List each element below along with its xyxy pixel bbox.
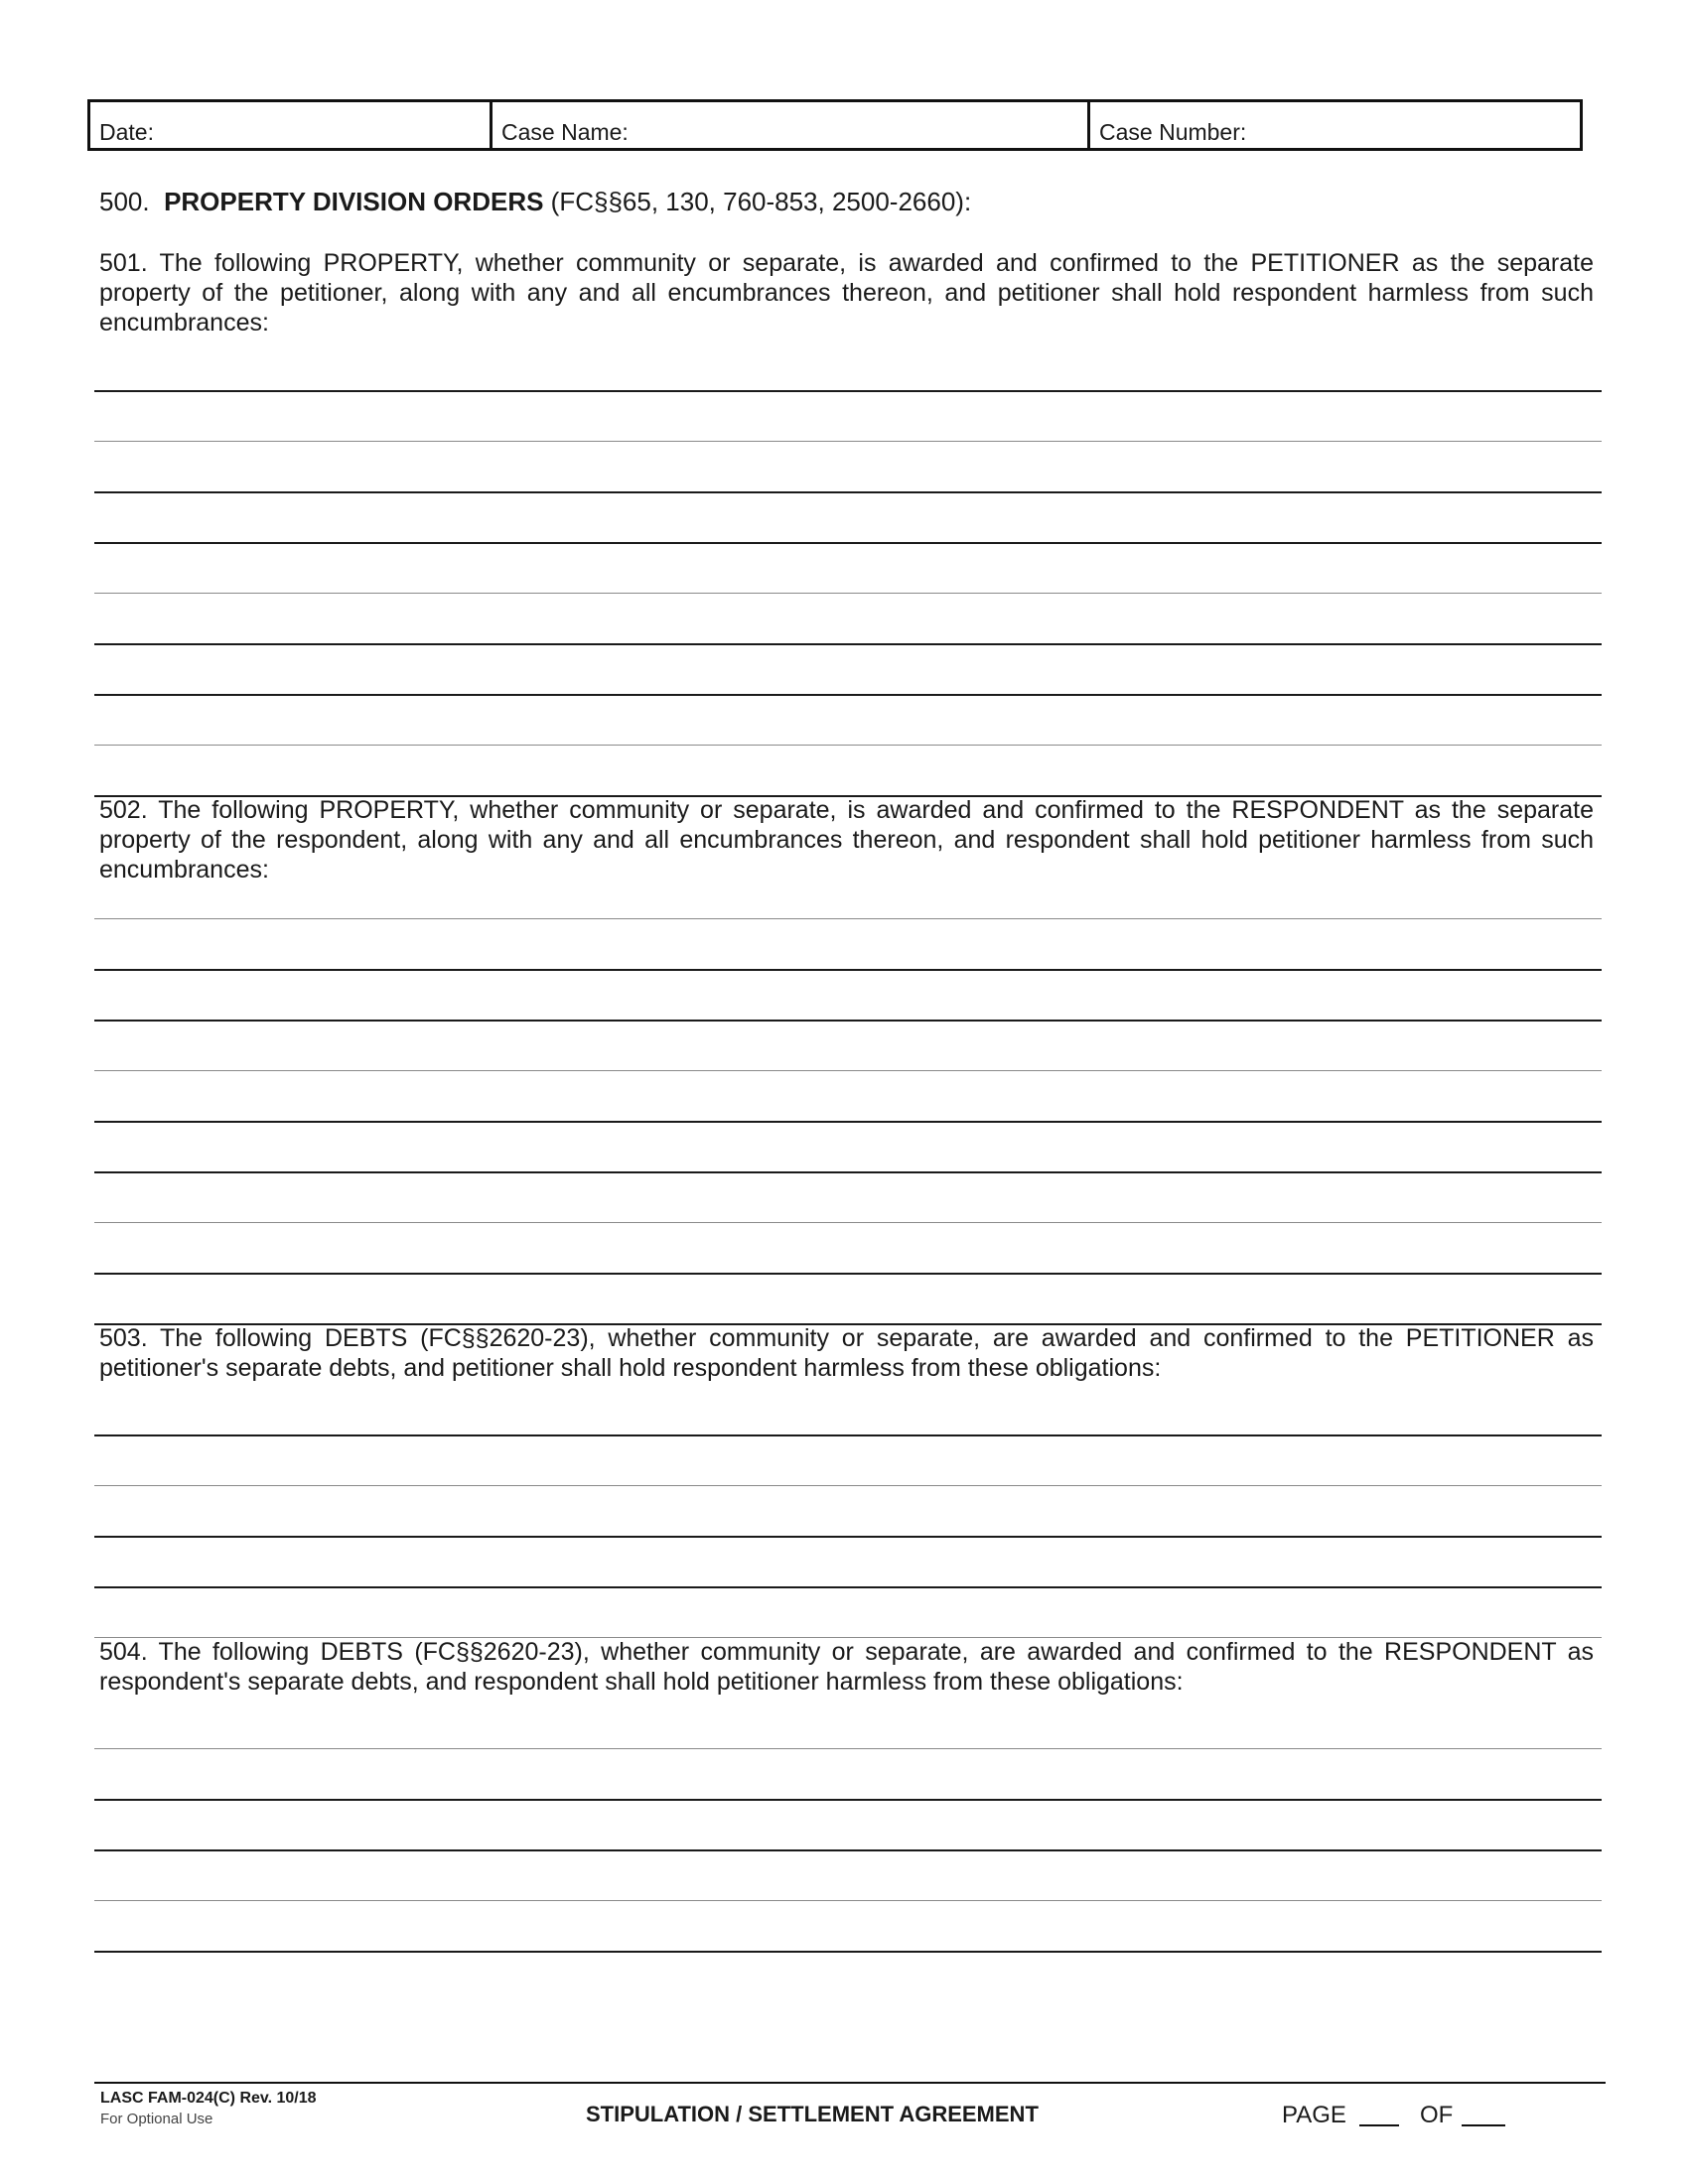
write-line[interactable] — [94, 1121, 1602, 1123]
of-label: OF — [1420, 2102, 1454, 2128]
write-line[interactable] — [94, 1586, 1602, 1588]
section-title — [99, 187, 971, 217]
total-pages-field[interactable] — [1462, 2124, 1505, 2126]
write-line[interactable] — [94, 1951, 1602, 1953]
write-line[interactable] — [94, 1536, 1602, 1538]
case-name-label: Case Name: — [501, 119, 629, 145]
write-line[interactable] — [94, 1748, 1602, 1749]
page-label: PAGE — [1282, 2102, 1346, 2128]
date-label: Date: — [99, 119, 154, 145]
write-line[interactable] — [94, 1849, 1602, 1851]
write-line[interactable] — [94, 1020, 1602, 1022]
write-line[interactable] — [94, 969, 1602, 971]
write-line[interactable] — [94, 694, 1602, 696]
case-header-table — [87, 99, 1583, 151]
write-line[interactable] — [94, 1222, 1602, 1223]
write-line[interactable] — [94, 593, 1602, 594]
write-line[interactable] — [94, 1070, 1602, 1071]
paragraph-502: 502. The following PROPERTY, whether community or separate, is awarded and confirmed to the RESPONDENT as the separate property of the respondent, along with any and all encumbrances thereon, and respondent shall hold petitioner harmless from such encumbrances: — [99, 796, 1594, 884]
write-line[interactable] — [94, 1434, 1602, 1436]
write-line[interactable] — [94, 918, 1602, 919]
paragraph-501: 501. The following PROPERTY, whether community or separate, is awarded and confirmed to the PETITIONER as the separate property of the petitioner, along with any and all encumbrances thereon, and petitioner shall hold respondent harmless from such encumbrances: — [99, 249, 1594, 337]
page-number-field[interactable] — [1359, 2124, 1399, 2126]
write-line[interactable] — [94, 441, 1602, 442]
write-line[interactable] — [94, 745, 1602, 746]
case-number-field[interactable] — [1087, 102, 1580, 148]
write-line[interactable] — [94, 643, 1602, 645]
write-line[interactable] — [94, 1273, 1602, 1275]
write-line[interactable] — [94, 1171, 1602, 1173]
footer-title: STIPULATION / SETTLEMENT AGREEMENT — [586, 2102, 1039, 2126]
section-heading: PROPERTY DIVISION ORDERS — [164, 187, 544, 216]
form-id: LASC FAM-024(C) Rev. 10/18 — [100, 2090, 317, 2107]
case-name-field[interactable] — [490, 102, 1087, 148]
case-number-label: Case Number: — [1099, 119, 1247, 145]
write-line[interactable] — [94, 542, 1602, 544]
form-use-note: For Optional Use — [100, 2111, 213, 2127]
write-line[interactable] — [94, 1900, 1602, 1901]
paragraph-504: 504. The following DEBTS (FC§§2620-23), whether community or separate, are awarded and confirmed to the RESPONDENT as respondent's separate debts, and respondent shall hold petitioner harmless from these obligations: — [99, 1638, 1594, 1696]
date-field[interactable] — [90, 102, 490, 148]
section-number: 500. — [99, 187, 150, 216]
write-line[interactable] — [94, 491, 1602, 493]
write-line[interactable] — [94, 390, 1602, 392]
footer-divider — [94, 2082, 1606, 2084]
section-citation: (FC§§65, 130, 760-853, 2500-2660): — [550, 187, 972, 216]
write-line[interactable] — [94, 1799, 1602, 1801]
paragraph-503: 503. The following DEBTS (FC§§2620-23), whether community or separate, are awarded and confirmed to the PETITIONER as petitioner's separate debts, and petitioner shall hold respondent harmless from these obligations: — [99, 1324, 1594, 1382]
write-line[interactable] — [94, 1485, 1602, 1486]
